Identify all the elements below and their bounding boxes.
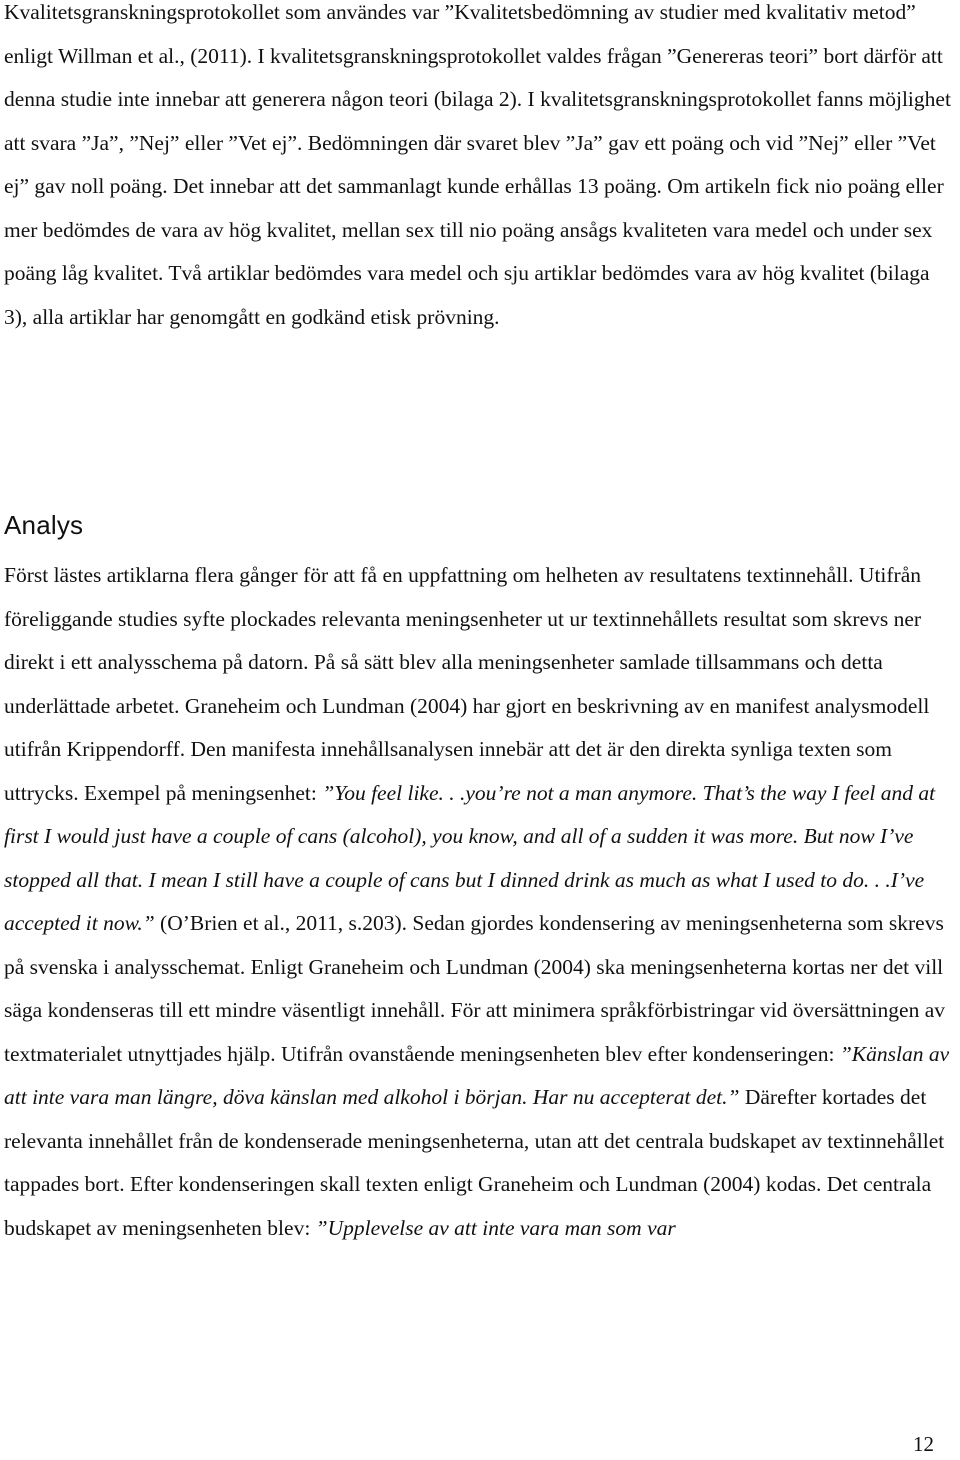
page-number: 12: [913, 1432, 934, 1456]
meaning-unit-quote: ”You feel like. . .you’re not a man anymore. That’s the way I feel and at first I would just have a couple of cans (alcohol), you know, and all of a sudden it was more. But now I’ve stopped all that. I mean I still have a couple of cans but I dinned drink as much as what I used to do. . .I’ve accepted it now.”: [4, 780, 936, 935]
analysis-text-part-3: Därefter kortades det relevanta innehållet från de kondenserade meningsenheterna, utan att det centrala budskapet av textinnehållet tappades bort. Efter kondenseringen skall texten enligt Graneheim och Lundman (2004) kodas. Det centrala budskapet av meningsenheten blev:: [4, 1085, 945, 1240]
central-message-quote: ”Upplevelse av att inte vara man som var: [315, 1215, 676, 1240]
analysis-text-part-1: Först lästes artiklarna flera gånger för att få en uppfattning om helheten av resultatens textinnehåll. Utifrån föreliggande studies syfte plockades relevanta meningsenheter ut ur textinnehållets resultat som skrevs ner direkt i ett analysschema på datorn. På så sätt blev alla meningsenheter samlade tillsammans och detta underlättade arbetet. Graneheim och Lundman (2004) har gjort en beskrivning av en manifest analysmodell utifrån Krippendorff. Den manifesta innehållsanalysen innebär att det är den direkta synliga texten som uttrycks. Exempel på meningsenhet:: [4, 563, 930, 805]
section-heading-analys: Analys: [4, 510, 84, 540]
analysis-text-part-2: (O’Brien et al., 2011, s.203). Sedan gjordes kondensering av meningsenheterna som skrevs på svenska i analysschemat. Enligt Graneheim och Lundman (2004) ska meningsenheterna kortas ner det vill säga kondenseras till ett mindre väsentligt innehåll. För att minimera språkförbistringar vid översättningen av textmaterialet utnyttjades hjälp. Utifrån ovanstående meningsenheten blev efter kondenseringen:: [4, 911, 945, 1066]
paragraph-analysis: [4, 554, 954, 1250]
condensed-meaning-quote: ”Känslan av att inte vara man längre, döva känslan med alkohol i början. Har nu accepterat det.”: [4, 1041, 950, 1109]
paragraph-quality-review: Kvalitetsgranskningsprotokollet som användes var ”Kvalitetsbedömning av studier med kvalitativ metod” enligt Willman et al., (2011). I kvalitetsgranskningsprotokollet valdes frågan ”Genereras teori” bort därför att denna studie inte innebar att generera någon teori (bilaga 2). I kvalitetsgranskningsprotokollet fanns möjlighet att svara ”Ja”, ”Nej” eller ”Vet ej”. Bedömningen där svaret blev ”Ja” gav ett poäng och vid ”Nej” eller ”Vet ej” gav noll poäng. Det innebar att det sammanlagt kunde erhållas 13 poäng. Om artikeln fick nio poäng eller mer bedömdes de vara av hög kvalitet, mellan sex till nio poäng ansågs kvaliteten vara medel och under sex poäng låg kvalitet. Två artiklar bedömdes vara medel och sju artiklar bedömdes vara av hög kvalitet (bilaga 3), alla artiklar har genomgått en godkänd etisk prövning.: [4, 0, 951, 329]
